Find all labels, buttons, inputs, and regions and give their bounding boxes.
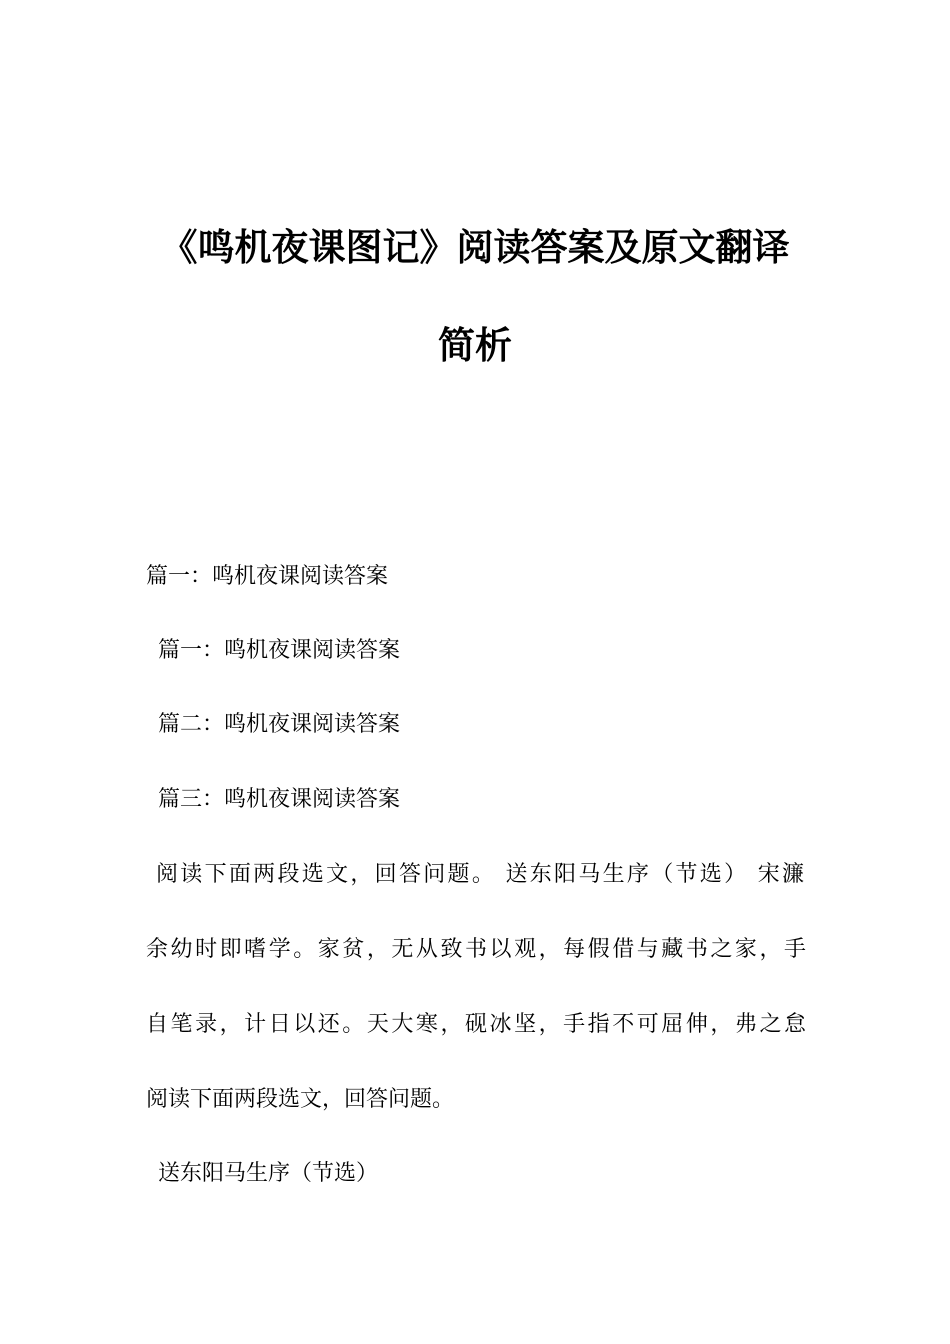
body-line-3: 自笔录，计日以还。天大寒，砚冰坚，手指不可屈伸，弗之怠 <box>146 1012 806 1037</box>
toc-item-3: 篇三：鸣机夜课阅读答案 <box>158 787 401 812</box>
body-line-1: 阅读下面两段选文，回答问题。 送东阳马生序（节选） 宋濂 <box>156 862 804 887</box>
section-heading: 篇一：鸣机夜课阅读答案 <box>146 564 389 589</box>
body-line-4: 阅读下面两段选文，回答问题。 <box>146 1087 455 1112</box>
body-line-5: 送东阳马生序（节选） <box>158 1161 379 1186</box>
body-line-2: 余幼时即嗜学。家贫，无从致书以观，每假借与藏书之家，手 <box>146 937 806 962</box>
toc-item-2: 篇二：鸣机夜课阅读答案 <box>158 712 401 737</box>
toc-item-1: 篇一：鸣机夜课阅读答案 <box>158 638 401 663</box>
document-title-line-2: 简析 <box>438 324 512 367</box>
document-title-line-1: 《鸣机夜课图记》阅读答案及原文翻译 <box>160 226 790 269</box>
